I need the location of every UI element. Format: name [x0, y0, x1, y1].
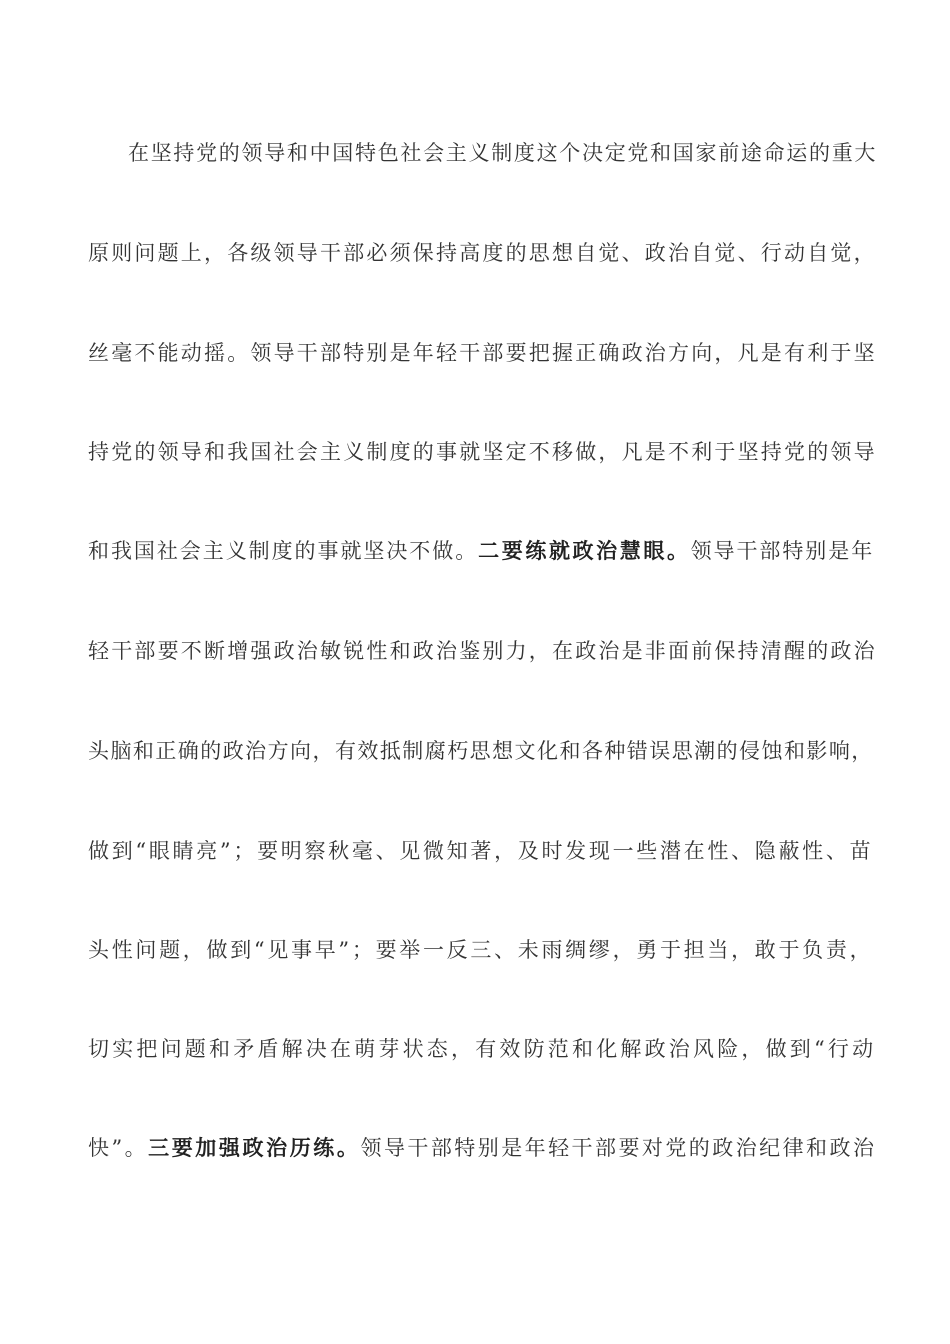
paragraph-line-9 — [88, 936, 878, 964]
line-text: 轻干部要不断增强政治敏锐性和政治鉴别力，在政治是非面前保持清醒的政治 — [88, 639, 877, 663]
line-text: 快”。 — [88, 1136, 149, 1160]
paragraph-line-6 — [88, 637, 878, 665]
paragraph-line-1 — [128, 139, 878, 167]
paragraph-line-4 — [88, 438, 878, 466]
line-text: 丝毫不能动摇。领导干部特别是年轻干部要把握正确政治方向，凡是有利于坚 — [88, 341, 877, 365]
line-text: 做到“眼睛亮”；要明察秋毫、见微知著，及时发现一些潜在性、隐蔽性、苗 — [88, 839, 874, 863]
line-text: 和我国社会主义制度的事就坚决不做。 — [88, 539, 479, 563]
bold-heading-three: 三要加强政治历练。 — [148, 1136, 361, 1160]
line-text: 原则问题上，各级领导干部必须保持高度的思想自觉、政治自觉、行动自觉， — [88, 241, 877, 265]
line-text: 切实把问题和矛盾解决在萌芽状态，有效防范和化解政治风险，做到“行动 — [88, 1037, 877, 1061]
bold-heading-two: 二要练就政治慧眼。 — [478, 539, 691, 563]
paragraph-line-8 — [88, 837, 878, 865]
line-text: 在坚持党的领导和中国特色社会主义制度这个决定党和国家前途命运的重大 — [128, 141, 878, 165]
paragraph-line-11 — [88, 1134, 878, 1162]
paragraph-line-3 — [88, 339, 878, 367]
line-text: 持党的领导和我国社会主义制度的事就坚定不移做，凡是不利于坚持党的领导 — [88, 440, 877, 464]
paragraph-line-5 — [88, 537, 878, 565]
paragraph-line-2 — [88, 239, 878, 267]
line-text: 头脑和正确的政治方向，有效抵制腐朽思想文化和各种错误思潮的侵蚀和影响， — [88, 739, 874, 763]
line-text: 领导干部特别是年 — [690, 539, 875, 563]
paragraph-line-7 — [88, 737, 878, 765]
paragraph-line-10 — [88, 1035, 878, 1063]
line-text: 头性问题，做到“见事早”；要举一反三、未雨绸缪，勇于担当，敢于负责， — [88, 938, 874, 962]
line-text: 领导干部特别是年轻干部要对党的政治纪律和政治 — [360, 1136, 877, 1160]
